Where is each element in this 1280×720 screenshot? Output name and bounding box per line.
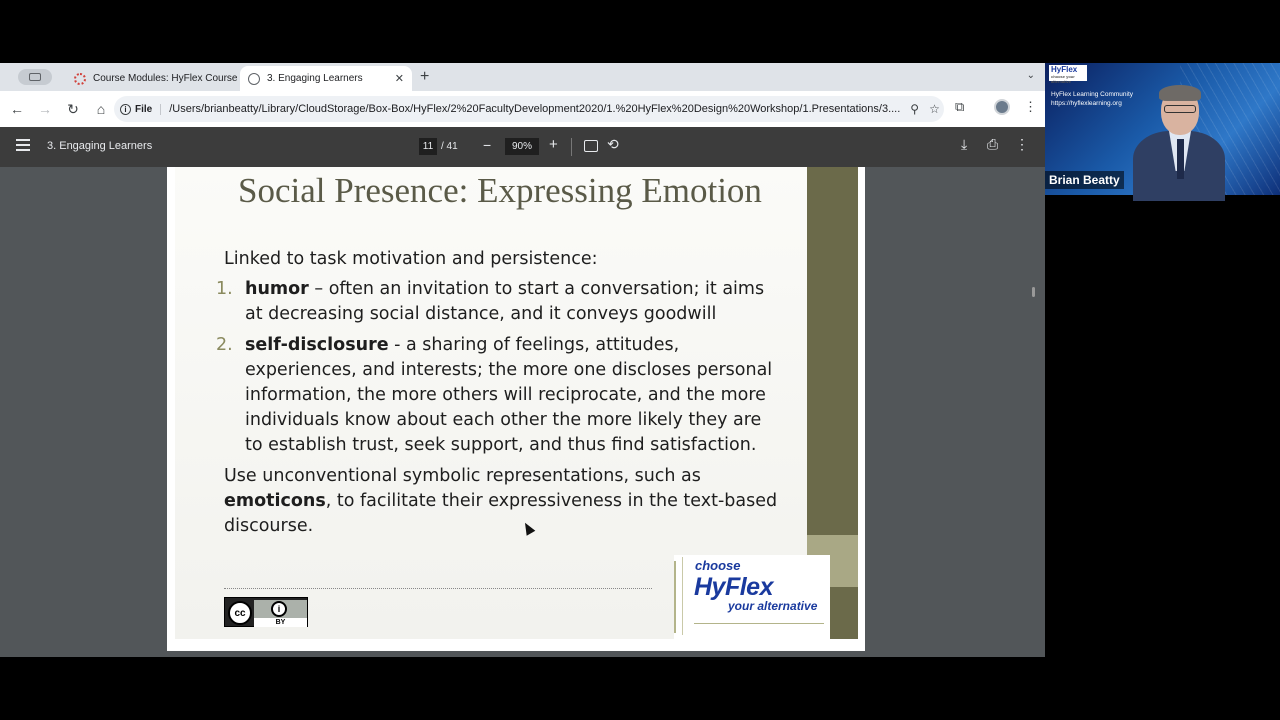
address-bar[interactable] <box>114 96 944 122</box>
pdf-page <box>167 167 865 651</box>
list-text: – often an invitation to start a conversation; it aims at decreasing social distance, and it conveys goodwill <box>245 279 765 325</box>
zoom-out-button[interactable]: − <box>483 137 492 153</box>
slide-accent-band <box>807 167 858 535</box>
hair <box>1159 85 1201 101</box>
zoom-in-button[interactable]: + <box>549 136 558 153</box>
print-icon[interactable]: ⎙ <box>987 136 999 152</box>
community-caption <box>1051 90 1133 108</box>
participant-name: Brian Beatty <box>1045 171 1124 189</box>
back-button[interactable]: ← <box>10 101 24 117</box>
info-icon: i <box>120 104 131 115</box>
list-number: 2. <box>216 334 233 355</box>
tab-title: 3. Engaging Learners <box>267 73 363 84</box>
outro-term: emoticons <box>224 490 326 511</box>
tie <box>1177 139 1184 179</box>
close-tab-icon[interactable]: ✕ <box>394 73 404 85</box>
list-item <box>216 277 784 327</box>
slide-list <box>216 277 784 458</box>
site-chip-label: File <box>135 103 153 115</box>
zoom-level-input[interactable]: 90% <box>505 138 539 155</box>
hyflex-logo <box>674 555 830 639</box>
logo-underline <box>694 623 824 624</box>
tab-group-icon <box>29 73 41 81</box>
tab-engaging-learners[interactable] <box>240 66 412 91</box>
rotate-icon[interactable]: ⟲ <box>607 136 619 152</box>
hyflex-logo-small <box>1049 65 1087 84</box>
cc-icon: cc <box>228 601 252 625</box>
logo-tagline: your alternative <box>728 599 818 613</box>
by-label: BY <box>254 618 307 627</box>
page-number-input[interactable]: 11 <box>419 138 437 155</box>
glasses <box>1164 105 1196 113</box>
scrollbar-thumb[interactable] <box>1032 287 1035 297</box>
more-actions-icon[interactable]: ⋮ <box>1015 136 1029 152</box>
list-number: 1. <box>216 279 233 300</box>
document-title: 3. Engaging Learners <box>47 140 153 152</box>
browser-window <box>0 63 1045 657</box>
forward-button[interactable]: → <box>38 101 52 117</box>
sidebar-menu-icon[interactable] <box>16 139 30 151</box>
profile-avatar[interactable] <box>994 99 1010 115</box>
reload-button[interactable]: ↻ <box>67 100 79 117</box>
logo-rule <box>682 557 683 635</box>
download-icon[interactable]: ⤓ <box>961 136 968 152</box>
outro-text: Use unconventional symbolic representations, such as <box>224 465 701 486</box>
list-term: self-disclosure <box>245 334 389 355</box>
logo-subtext: choose your alternative <box>1051 74 1075 84</box>
globe-favicon-icon <box>248 73 260 85</box>
pdf-toolbar <box>0 127 1045 167</box>
tab-group-button[interactable] <box>18 69 52 85</box>
scrollbar[interactable] <box>1032 167 1035 657</box>
canvas-favicon-icon <box>74 73 86 85</box>
community-url: https://hyflexlearning.org <box>1051 100 1122 107</box>
slide-body <box>216 247 784 539</box>
zoom-icon[interactable]: ⚲ <box>910 102 920 116</box>
attribution-panel <box>254 600 307 618</box>
slide-title: Social Presence: Expressing Emotion <box>238 171 762 210</box>
tab-search-button[interactable]: ⌄ <box>1026 70 1035 81</box>
community-name: HyFlex Learning Community <box>1051 91 1134 98</box>
url-text[interactable]: /Users/brianbeatty/Library/CloudStorage/Box-Box/HyFlex/2%20FacultyDevelopment2020/1.%20HyFlex%20Design%20Workshop/1.Presentations/3.... <box>169 103 901 115</box>
tab-course-modules[interactable] <box>66 66 236 91</box>
list-item <box>216 333 784 459</box>
extensions-icon[interactable]: ⧉ <box>955 99 965 114</box>
logo-hyflex: HyFlex <box>694 573 773 601</box>
toolbar-divider <box>571 138 572 156</box>
outro-text: , to facilitate their expressiveness in the text-based discourse. <box>224 490 778 537</box>
tab-title: Course Modules: HyFlex Course <box>93 73 238 84</box>
browser-menu-icon[interactable]: ⋮ <box>1024 99 1037 114</box>
page-total: / 41 <box>441 141 458 152</box>
slide <box>175 167 858 639</box>
video-tile <box>1045 63 1280 195</box>
logo-text: HyFlex <box>1051 65 1078 74</box>
list-text: - a sharing of feelings, attitudes, experiences, and interests; the more one discloses personal information, the more others will reciprocate, and the more individuals know about each other the more likely they are to establish trust, seek support, and thus find satisfaction. <box>245 334 773 456</box>
browser-toolbar <box>0 91 1045 127</box>
fit-page-icon[interactable] <box>584 140 598 152</box>
participant-video <box>1133 83 1225 195</box>
dotted-divider <box>224 588 652 589</box>
pdf-viewer[interactable] <box>0 167 1045 657</box>
bookmark-star-icon[interactable]: ☆ <box>929 102 940 116</box>
person-icon: i <box>271 601 287 617</box>
list-term: humor <box>245 279 309 300</box>
tab-strip <box>0 63 1045 91</box>
site-info-chip[interactable] <box>120 104 161 115</box>
new-tab-button[interactable]: + <box>420 68 430 85</box>
home-button[interactable]: ⌂ <box>96 101 106 117</box>
slide-outro <box>224 464 784 540</box>
logo-choose: choose <box>695 558 741 573</box>
creative-commons-badge <box>224 597 308 627</box>
logo-rule <box>674 561 676 633</box>
slide-lead-text: Linked to task motivation and persistence: <box>224 249 598 269</box>
